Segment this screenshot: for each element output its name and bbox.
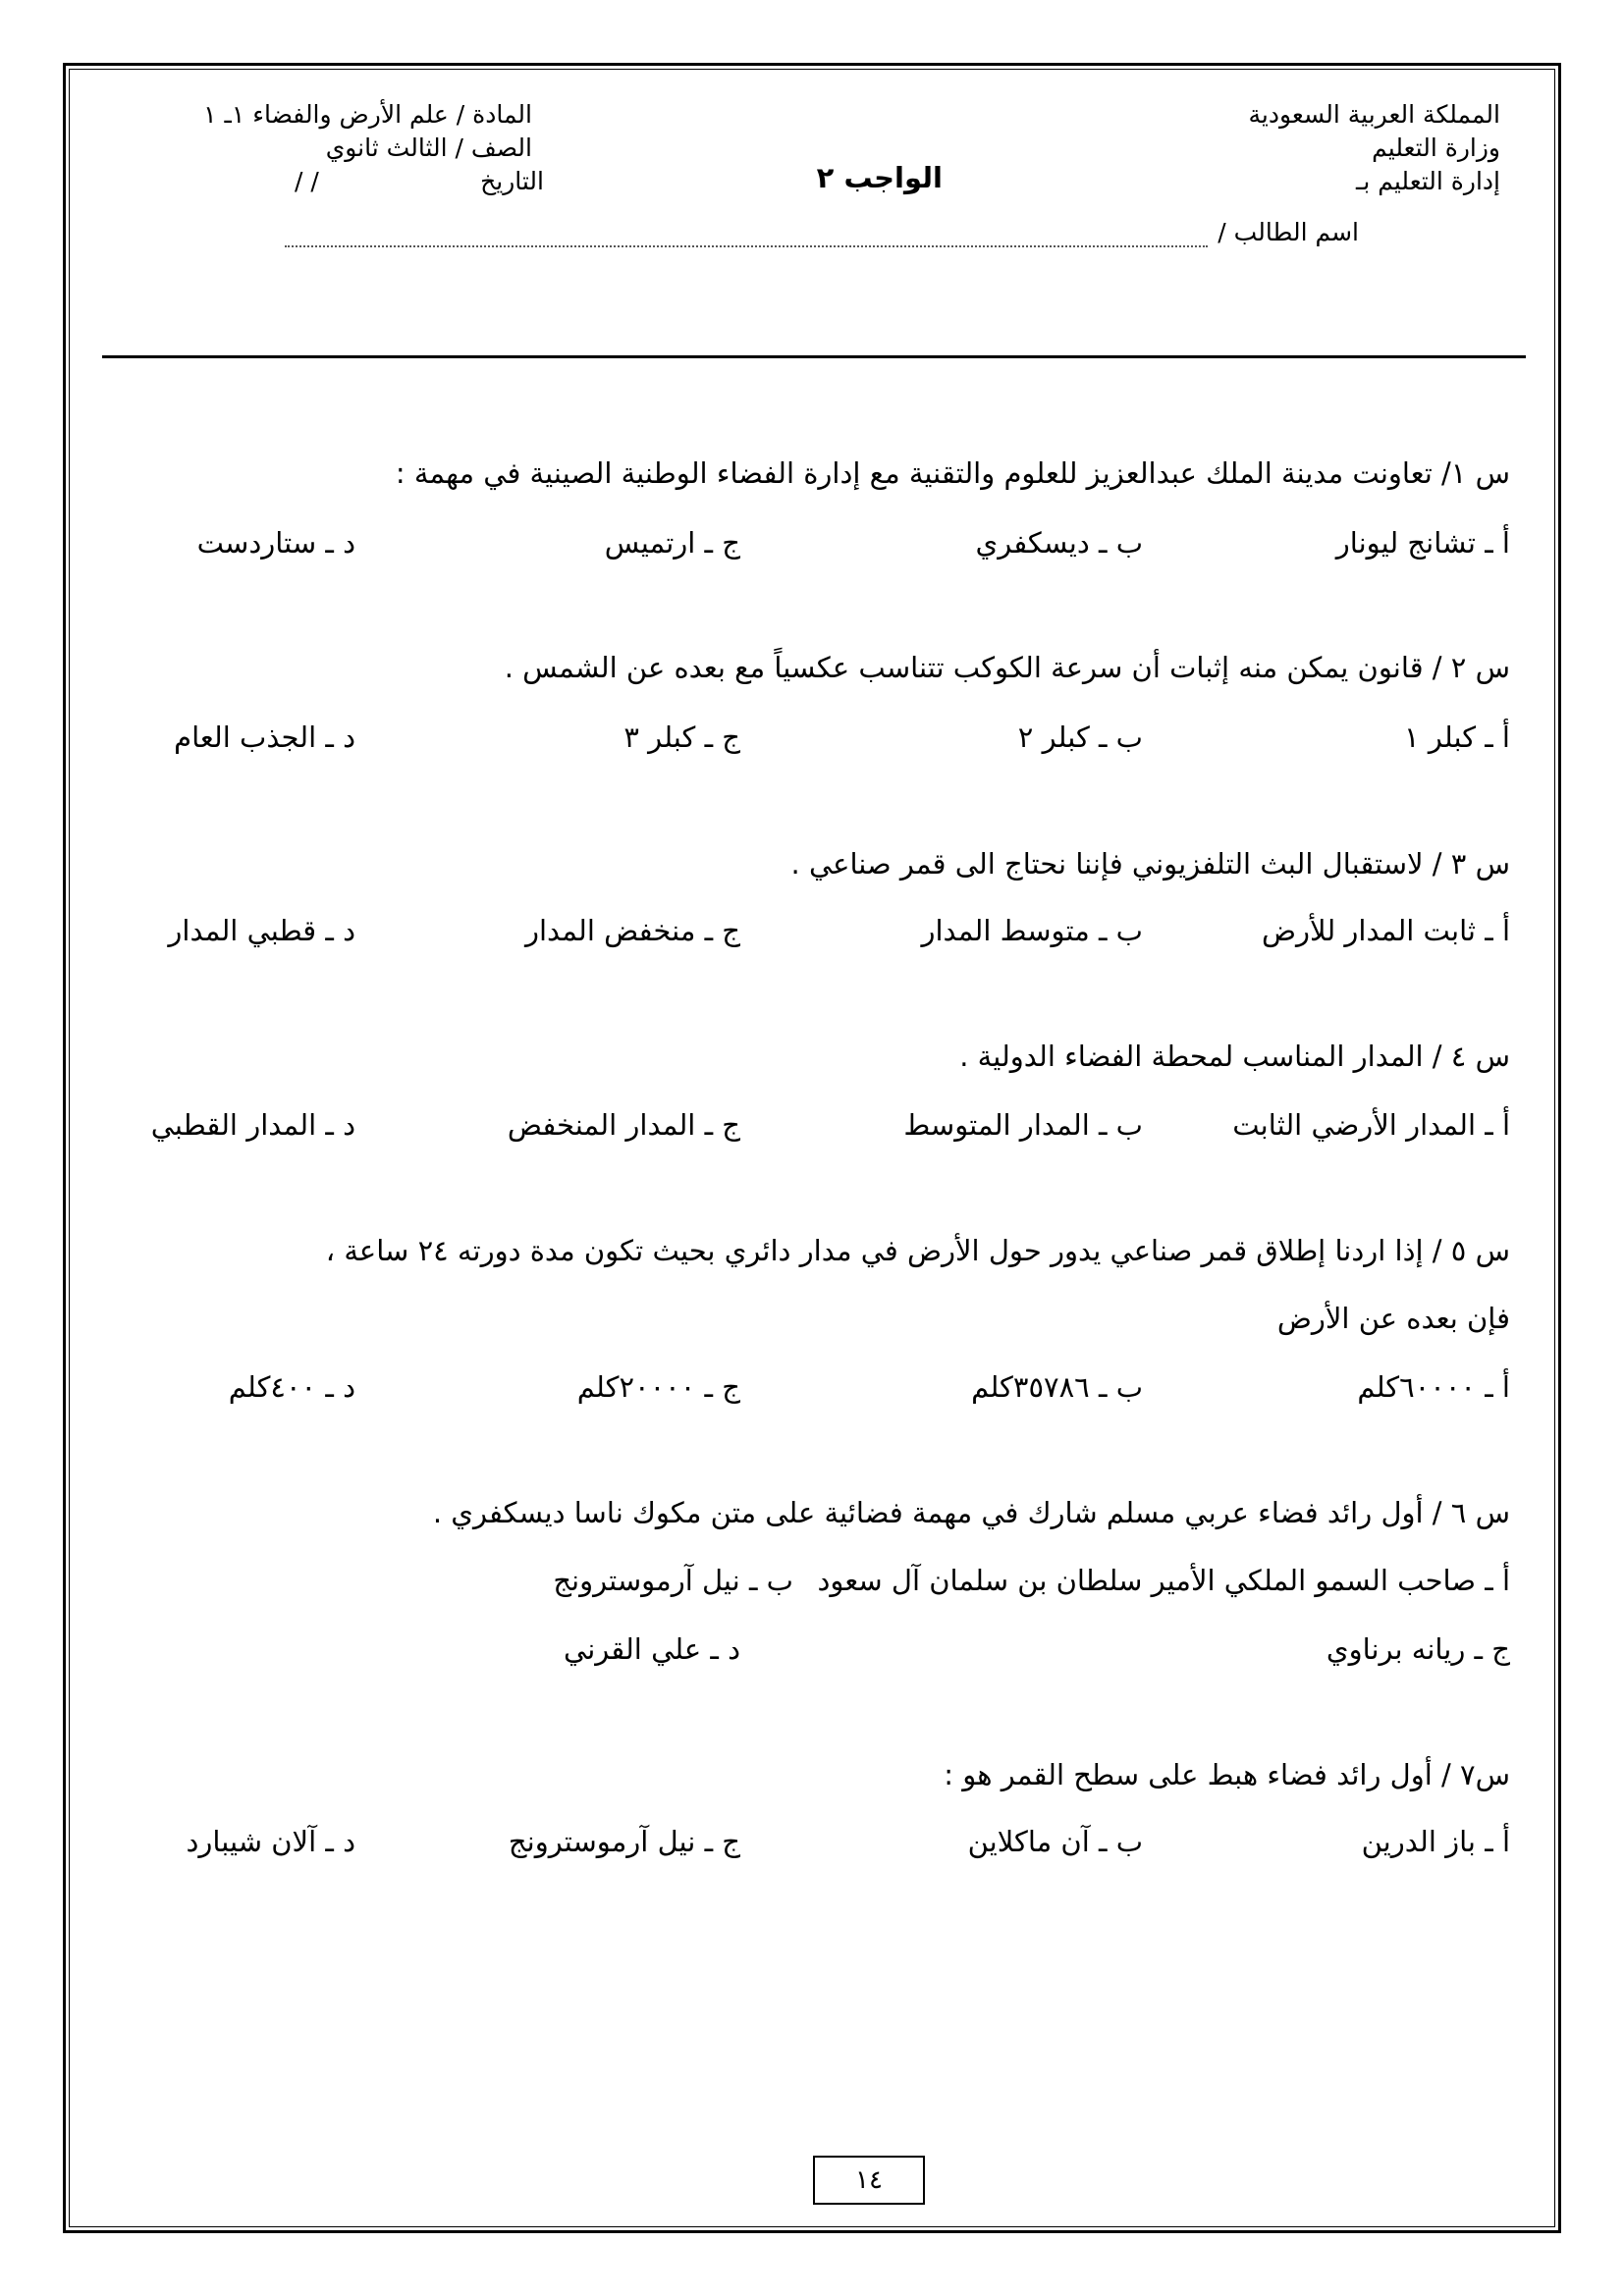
student-name-label: اسم الطالب /	[1218, 218, 1359, 246]
question-2-option-d: د ـ الجذب العام	[174, 721, 355, 754]
question-6-option-b: ب ـ نيل آرموسترونج	[553, 1564, 793, 1597]
question-2-option-c: ج ـ كبلر ٣	[623, 721, 740, 754]
question-3-option-b: ب ـ متوسط المدار	[921, 914, 1143, 947]
question-3-option-a: أ ـ ثابت المدار للأرض	[1261, 914, 1510, 947]
question-4-option-c: ج ـ المدار المنخفض	[507, 1108, 740, 1142]
question-2-option-a: أ ـ كبلر ١	[1404, 721, 1510, 754]
question-7-text: س٧ / أول رائد فضاء هبط على سطح القمر هو :	[944, 1758, 1510, 1791]
question-5-option-d: د ـ ٤٠٠كلم	[228, 1370, 355, 1404]
question-5-option-c: ج ـ ٢٠٠٠٠كلم	[576, 1370, 740, 1404]
question-1-option-c: ج ـ ارتميس	[604, 526, 740, 560]
question-1-option-b: ب ـ ديسكفري	[975, 526, 1143, 560]
question-3-text: س ٣ / لاستقبال البث التلفزيوني فإننا نحتاج الى قمر صناعي .	[790, 847, 1510, 881]
page-border-inner	[69, 69, 1555, 2227]
header-country: المملكة العربية السعودية	[1248, 100, 1500, 129]
question-5-text: س ٥ / إذا اردنا إطلاق قمر صناعي يدور حول الأرض في مدار دائري بحيث تكون مدة دورته ٢٤ ساعة ،	[325, 1234, 1510, 1267]
question-6-option-a: أ ـ صاحب السمو الملكي الأمير سلطان بن سلمان آل سعود	[817, 1564, 1510, 1597]
question-2-text: س ٢ / قانون يمكن منه إثبات أن سرعة الكوكب تتناسب عكسياً مع بعده عن الشمس .	[504, 651, 1510, 684]
header-subject: المادة / علم الأرض والفضاء ١ـ ١	[203, 100, 532, 129]
header-date-slashes: / /	[295, 167, 319, 195]
question-6-option-c: ج ـ ريانه برناوي	[1326, 1632, 1510, 1666]
header-directorate: إدارة التعليم بـ	[1356, 167, 1500, 195]
question-4-option-d: د ـ المدار القطبي	[150, 1108, 355, 1142]
question-6-text: س ٦ / أول رائد فضاء عربي مسلم شارك في مهمة فضائية على متن مكوك ناسا ديسكفري .	[432, 1496, 1510, 1529]
question-4-text: س ٤ / المدار المناسب لمحطة الفضاء الدولية .	[959, 1040, 1510, 1073]
question-7-option-c: ج ـ نيل آرموسترونج	[508, 1825, 740, 1858]
question-3-option-d: د ـ قطبي المدار	[168, 914, 355, 947]
header-divider	[102, 355, 1526, 358]
question-5-text-continued: فإن بعده عن الأرض	[1276, 1302, 1510, 1335]
page-number: ١٤	[813, 2156, 925, 2205]
header-grade: الصف / الثالث ثانوي	[325, 133, 532, 162]
header-date-label: التاريخ	[480, 167, 544, 195]
question-7-option-d: د ـ آلان شيبارد	[186, 1825, 355, 1858]
question-5-option-a: أ ـ ٦٠٠٠٠كلم	[1357, 1370, 1510, 1404]
question-7-option-a: أ ـ باز الدرين	[1361, 1825, 1510, 1858]
question-4-option-a: أ ـ المدار الأرضي الثابت	[1232, 1108, 1510, 1142]
question-1-option-a: أ ـ تشانج ليونار	[1335, 526, 1510, 560]
header-ministry: وزارة التعليم	[1372, 133, 1500, 162]
question-2-option-b: ب ـ كبلر ٢	[1017, 721, 1143, 754]
question-4-option-b: ب ـ المدار المتوسط	[903, 1108, 1143, 1142]
question-7-option-b: ب ـ آن ماكلاين	[967, 1825, 1143, 1858]
student-name-field[interactable]	[285, 245, 1208, 247]
question-1-text: س ١/ تعاونت مدينة الملك عبدالعزيز للعلوم والتقنية مع إدارة الفضاء الوطنية الصينية في مهمة :	[395, 456, 1510, 490]
page-title: الواجب ٢	[816, 161, 943, 194]
question-6-option-d: د ـ علي القرني	[564, 1632, 740, 1666]
question-3-option-c: ج ـ منخفض المدار	[524, 914, 740, 947]
question-1-option-d: د ـ ستاردست	[196, 526, 355, 560]
question-5-option-b: ب ـ ٣٥٧٨٦كلم	[971, 1370, 1143, 1404]
